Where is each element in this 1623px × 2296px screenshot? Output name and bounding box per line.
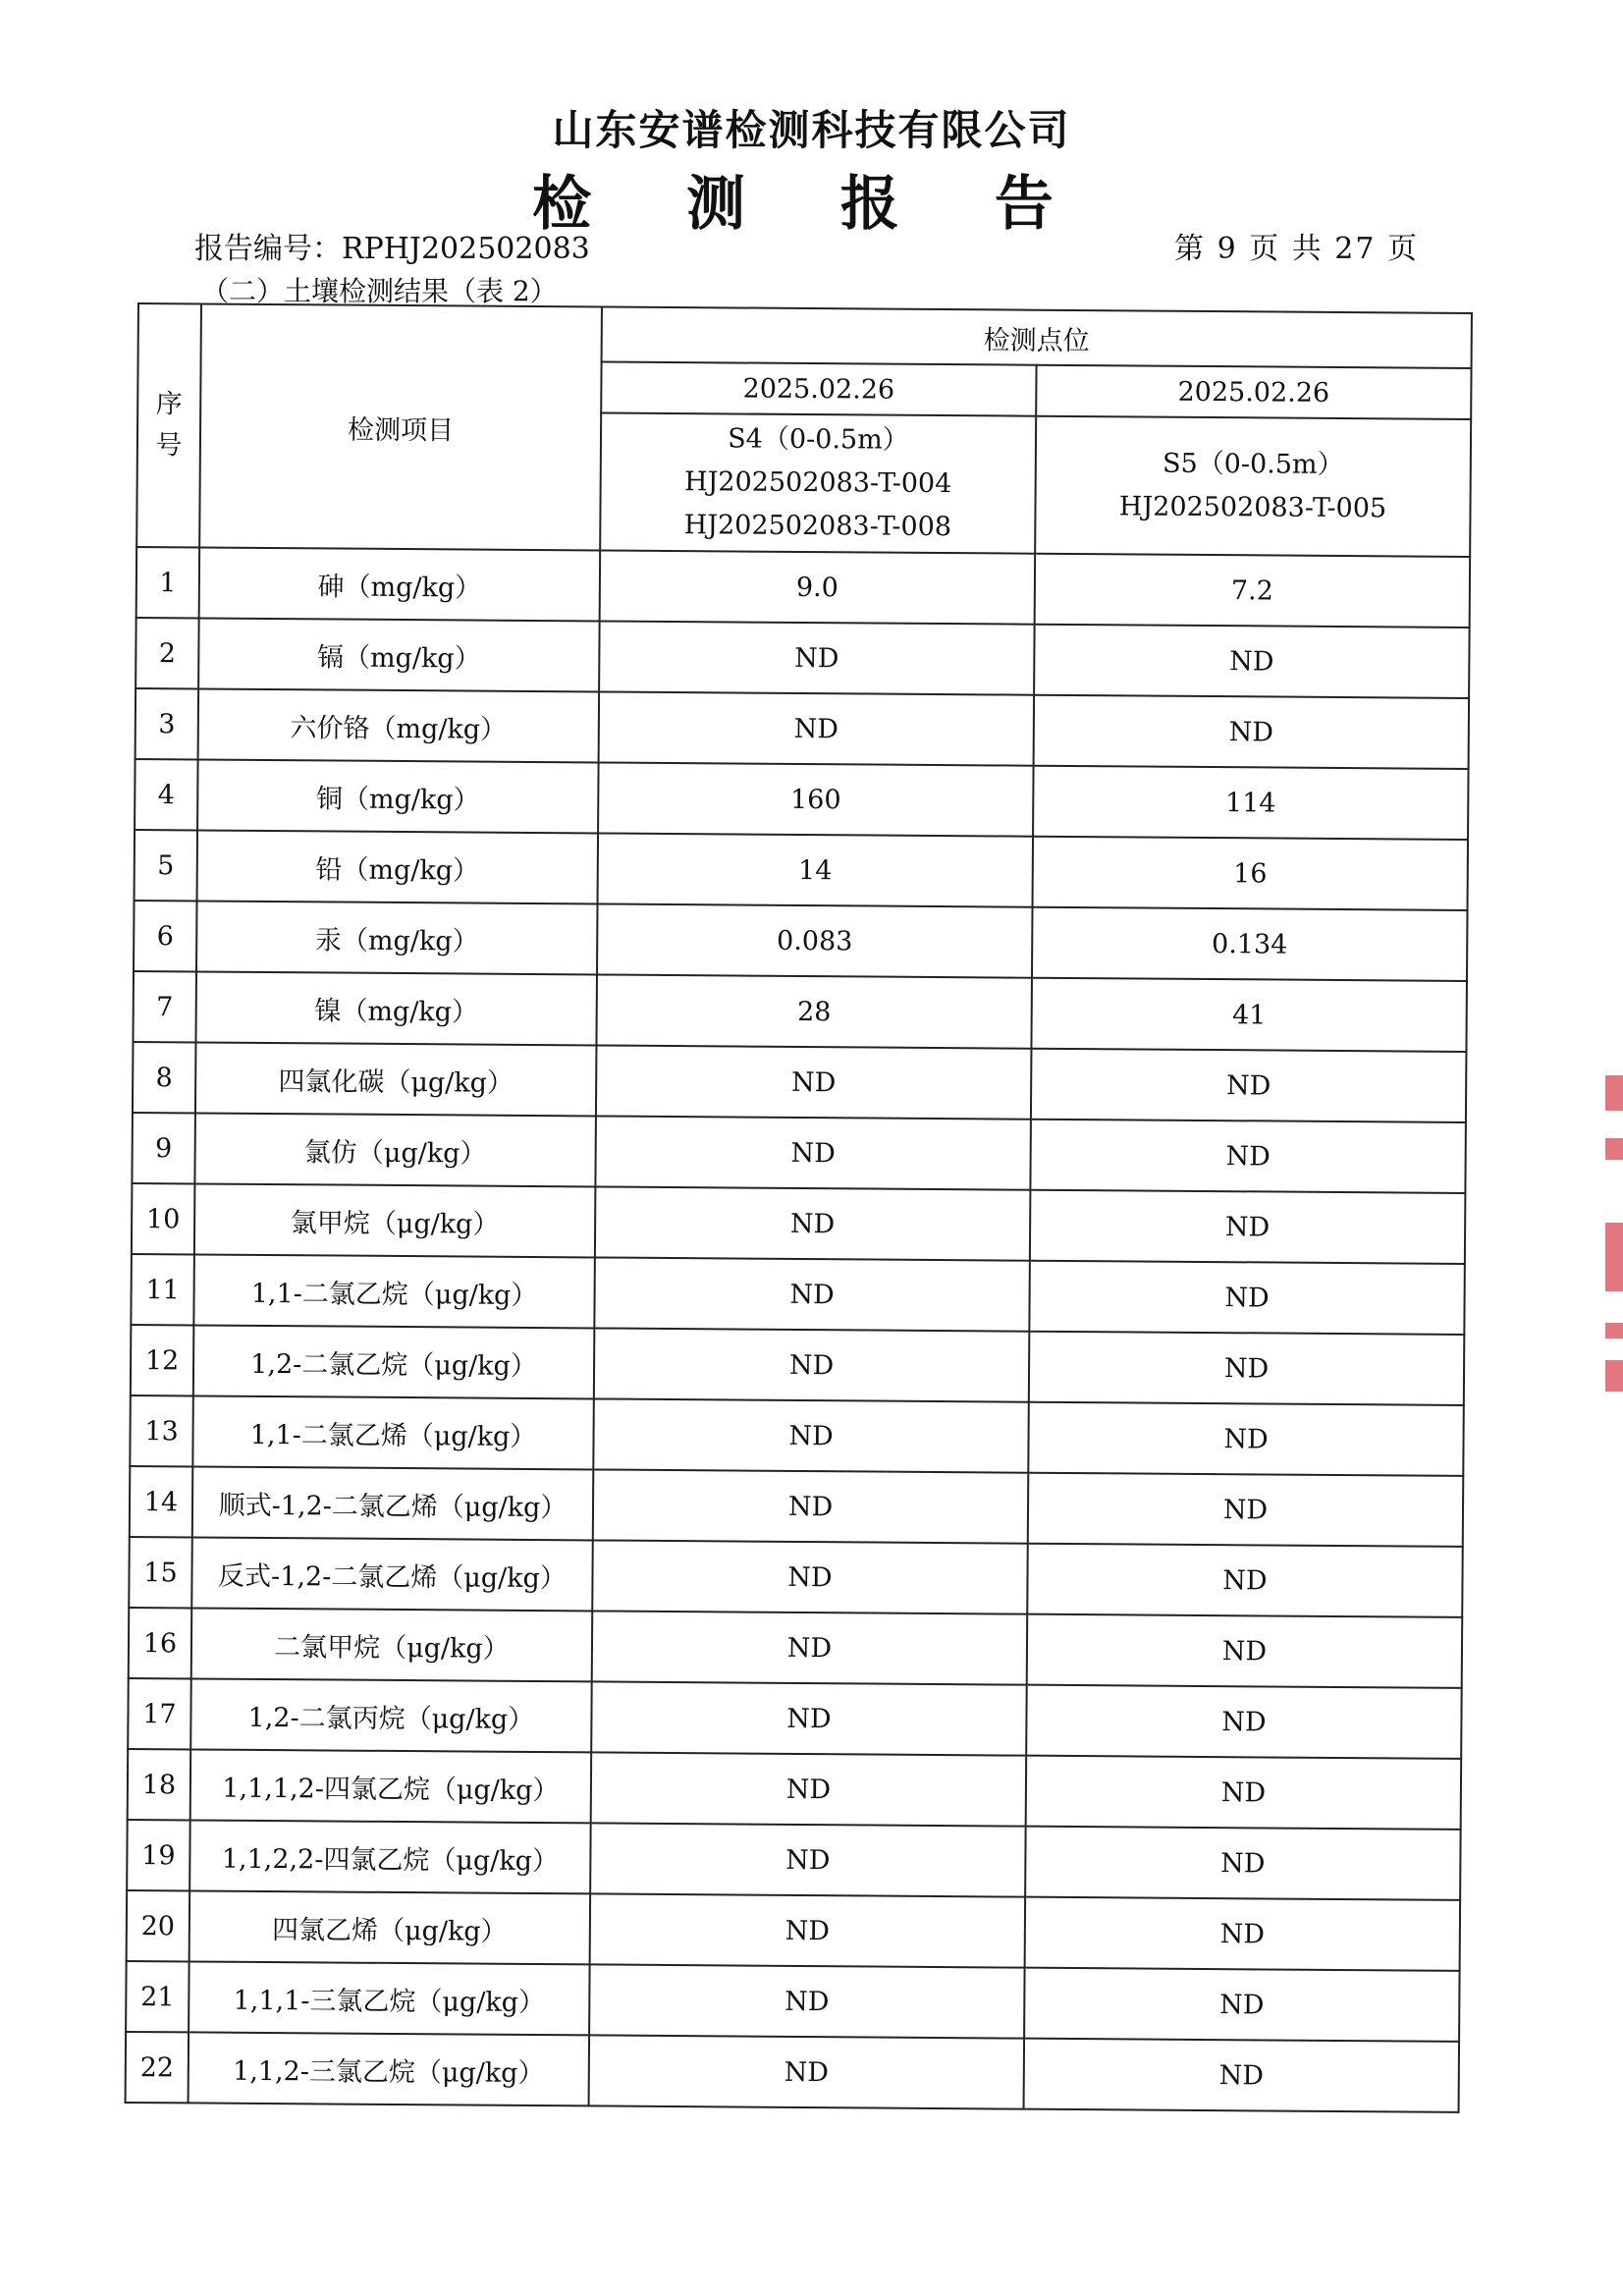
- table-row: [126, 2032, 1459, 2112]
- header-seq-label: 序号: [155, 389, 183, 462]
- header-site-group: 检测点位: [602, 306, 1472, 367]
- row-number: 21: [126, 1961, 189, 2032]
- header-item: 检测项目: [199, 303, 602, 550]
- value-s5: ND: [1025, 1897, 1461, 1971]
- value-s5: ND: [1031, 1049, 1467, 1122]
- value-s4: ND: [593, 1398, 1029, 1472]
- test-item: 砷（mg/kg）: [199, 547, 601, 621]
- table-row: [135, 618, 1469, 698]
- value-s4: ND: [589, 2035, 1025, 2108]
- table-row: [127, 1890, 1460, 1971]
- row-number: 22: [126, 2032, 189, 2103]
- value-s4: ND: [592, 1540, 1028, 1613]
- table-row: [127, 1820, 1460, 1900]
- value-s5: ND: [1030, 1190, 1466, 1264]
- value-s4: ND: [592, 1611, 1028, 1684]
- row-number: 16: [129, 1608, 192, 1678]
- value-s4: ND: [595, 1186, 1031, 1260]
- value-s4: ND: [596, 1045, 1032, 1119]
- table-row: [126, 1961, 1459, 2042]
- row-number: 14: [130, 1466, 193, 1537]
- test-item: 氯仿（μg/kg）: [194, 1113, 596, 1186]
- test-item: 四氯化碳（μg/kg）: [195, 1042, 597, 1116]
- test-item: 铜（mg/kg）: [197, 759, 599, 833]
- table-row: [130, 1466, 1463, 1547]
- value-s4: 160: [598, 762, 1034, 836]
- value-s5: 0.134: [1032, 907, 1468, 981]
- sample-2-id: HJ202502083-T-005: [1118, 491, 1387, 524]
- row-number: 4: [135, 759, 198, 830]
- value-s5: ND: [1027, 1544, 1463, 1617]
- table-row: [133, 1042, 1466, 1122]
- table-row: [133, 971, 1466, 1052]
- value-s5: 7.2: [1035, 554, 1471, 628]
- table-row: [135, 830, 1468, 910]
- table-row: [135, 759, 1468, 840]
- value-s5: ND: [1025, 1827, 1461, 1900]
- row-number: 10: [132, 1183, 195, 1254]
- value-s5: ND: [1028, 1402, 1464, 1476]
- value-s5: ND: [1027, 1614, 1463, 1688]
- test-item: 氯甲烷（μg/kg）: [194, 1183, 596, 1257]
- value-s5: ND: [1034, 625, 1470, 698]
- table-row: [132, 1183, 1465, 1264]
- value-s4: ND: [594, 1328, 1030, 1401]
- table-row: [129, 1537, 1462, 1617]
- value-s4: 14: [598, 833, 1034, 906]
- value-s5: ND: [1026, 1756, 1462, 1830]
- header-sample-1: [600, 412, 1036, 553]
- soil-results-table: [125, 302, 1473, 2113]
- row-number: 6: [134, 901, 197, 971]
- value-s5: ND: [1026, 1685, 1462, 1759]
- table-row: [130, 1395, 1463, 1476]
- sample-1-site: S4（0-0.5m）: [728, 423, 909, 456]
- sample-1-id-a: HJ202502083-T-004: [683, 466, 952, 500]
- table-row: [135, 688, 1469, 769]
- test-item: 1,1,2-三氯乙烷（μg/kg）: [189, 2032, 590, 2105]
- section-title: （二）土壤检测结果（表 2）: [201, 275, 558, 307]
- sample-2-site: S5（0-0.5m）: [1162, 448, 1344, 481]
- row-number: 2: [135, 618, 199, 688]
- test-item: 六价铬（mg/kg）: [198, 688, 600, 762]
- row-number: 3: [135, 688, 199, 759]
- value-s5: 114: [1033, 766, 1469, 840]
- table-row: [128, 1749, 1461, 1830]
- value-s4: ND: [590, 1823, 1026, 1896]
- value-s4: ND: [599, 691, 1035, 765]
- test-item: 二氯甲烷（μg/kg）: [191, 1608, 593, 1681]
- test-item: 1,1-二氯乙烷（μg/kg）: [193, 1254, 595, 1328]
- row-number: 8: [133, 1042, 196, 1113]
- test-item: 1,1,2,2-四氯乙烷（μg/kg）: [189, 1820, 591, 1893]
- table-row: [131, 1325, 1464, 1405]
- value-s5: ND: [1024, 1968, 1460, 2042]
- table-row: [131, 1254, 1464, 1335]
- row-number: 7: [133, 971, 196, 1042]
- value-s5: ND: [1028, 1473, 1464, 1547]
- value-s5: ND: [1029, 1332, 1465, 1405]
- value-s4: ND: [589, 1964, 1025, 2038]
- table-row: [128, 1678, 1461, 1759]
- test-item: 四氯乙烯（μg/kg）: [189, 1890, 591, 1964]
- test-item: 顺式-1,2-二氯乙烯（μg/kg）: [192, 1466, 594, 1540]
- row-number: 9: [132, 1113, 195, 1183]
- value-s5: ND: [1029, 1261, 1465, 1335]
- test-item: 反式-1,2-二氯乙烯（μg/kg）: [191, 1537, 593, 1611]
- header-date-2: 2025.02.26: [1036, 365, 1471, 419]
- table-row: [134, 901, 1467, 981]
- test-item: 1,2-二氯丙烷（μg/kg）: [190, 1678, 592, 1752]
- row-number: 11: [131, 1254, 194, 1325]
- row-number: 13: [130, 1395, 193, 1466]
- report-title: 检 测 报 告: [532, 170, 1091, 239]
- row-number: 15: [129, 1537, 192, 1608]
- value-s5: 41: [1031, 978, 1467, 1052]
- test-item: 1,1,1,2-四氯乙烷（μg/kg）: [190, 1749, 592, 1823]
- test-item: 1,2-二氯乙烷（μg/kg）: [193, 1325, 595, 1398]
- test-item: 镉（mg/kg）: [198, 618, 600, 691]
- value-s5: 16: [1033, 837, 1469, 910]
- page-indicator: 第 9 页 共 27 页: [1174, 232, 1419, 266]
- sample-1-id-b: HJ202502083-T-008: [683, 510, 952, 543]
- header-sample-2: [1035, 416, 1471, 557]
- row-number: 12: [131, 1325, 194, 1395]
- table-row: [132, 1113, 1465, 1193]
- header-date-1: 2025.02.26: [601, 361, 1036, 415]
- row-number: 1: [136, 547, 200, 618]
- report-number: 报告编号：RPHJ202502083: [194, 232, 590, 266]
- value-s5: ND: [1030, 1120, 1466, 1193]
- value-s4: ND: [590, 1893, 1026, 1967]
- value-s4: ND: [593, 1469, 1029, 1543]
- test-item: 镍（mg/kg）: [195, 971, 597, 1045]
- value-s4: 9.0: [600, 550, 1036, 624]
- value-s4: ND: [594, 1257, 1030, 1331]
- value-s4: ND: [599, 621, 1035, 694]
- value-s4: ND: [595, 1116, 1031, 1189]
- value-s5: ND: [1024, 2039, 1460, 2112]
- row-number: 20: [127, 1890, 190, 1961]
- company-name: 山东安谱检测科技有限公司: [552, 106, 1071, 154]
- test-item: 1,1-二氯乙烯（μg/kg）: [192, 1395, 594, 1469]
- value-s4: 28: [596, 974, 1032, 1048]
- row-number: 18: [128, 1749, 191, 1820]
- row-number: 5: [135, 830, 198, 901]
- value-s5: ND: [1034, 695, 1470, 769]
- table-row: [129, 1608, 1462, 1688]
- row-number: 17: [128, 1678, 191, 1749]
- red-seal-edge: [1601, 1075, 1623, 1399]
- test-item: 汞（mg/kg）: [196, 901, 598, 974]
- value-s4: 0.083: [597, 903, 1033, 977]
- row-number: 19: [127, 1820, 190, 1890]
- header-seq: [136, 303, 201, 547]
- value-s4: ND: [591, 1681, 1027, 1755]
- value-s4: ND: [591, 1752, 1027, 1826]
- test-item: 铅（mg/kg）: [197, 830, 599, 903]
- test-item: 1,1,1-三氯乙烷（μg/kg）: [189, 1961, 590, 2035]
- table-row: [136, 547, 1470, 628]
